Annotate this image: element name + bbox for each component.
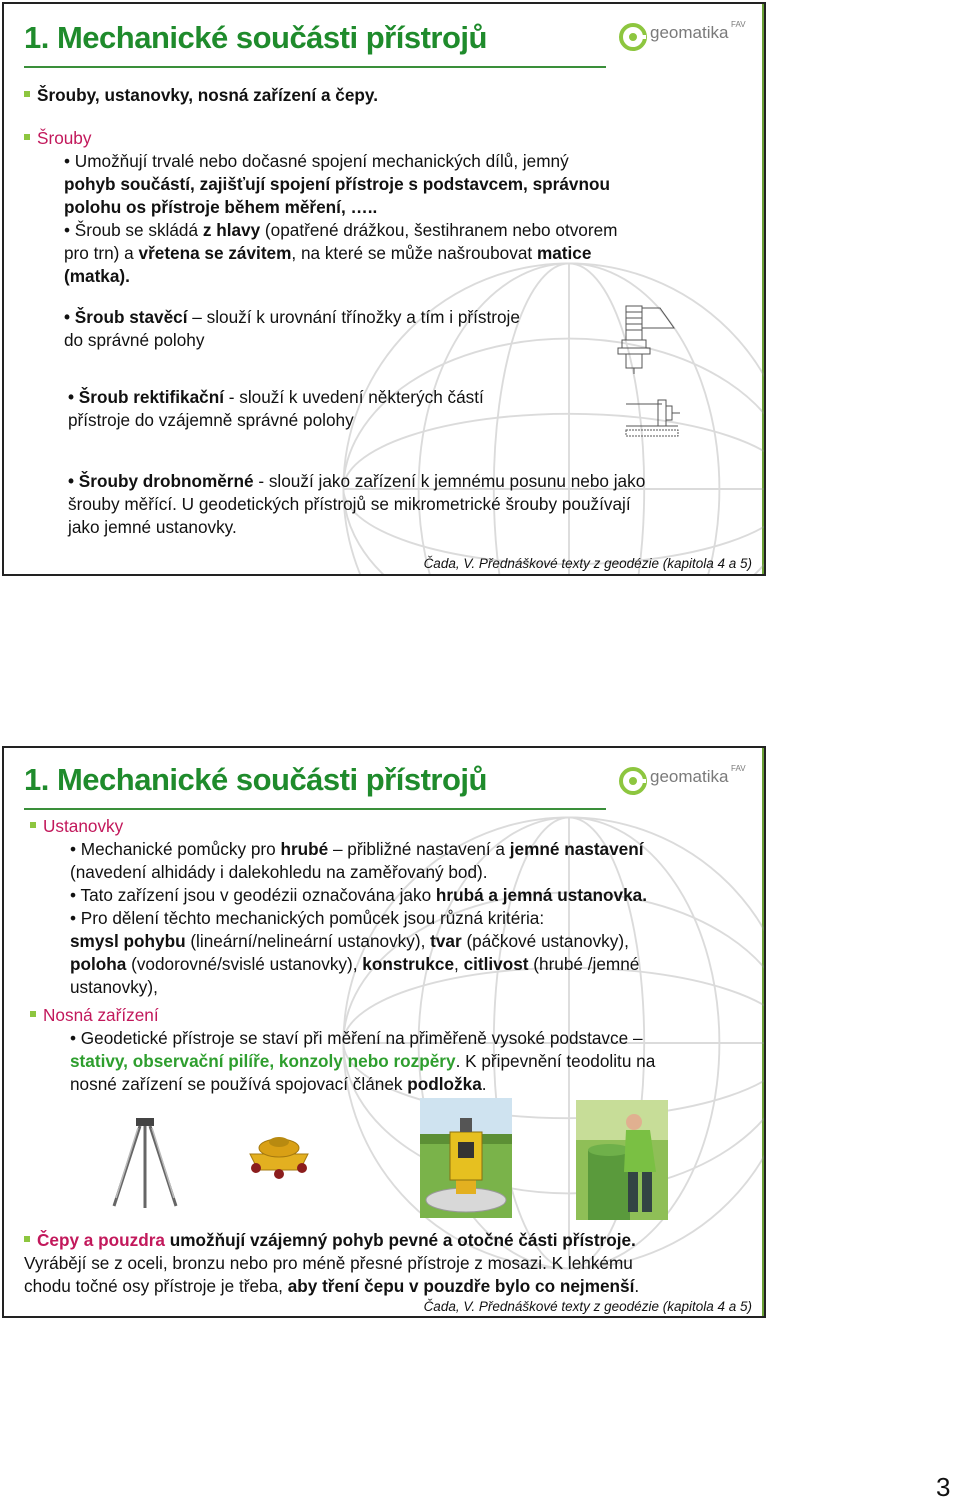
tripod-illustration: [108, 1116, 182, 1210]
srouby-drobnomerne: • Šrouby drobnoměrné - slouží jako zařízení k jemnému posunu nebo jako: [68, 471, 646, 491]
cepy-line-3: chodu točné osy přístroje je třeba, aby tření čepu v pouzdře bylo co nejmenší.: [24, 1276, 640, 1296]
bullet-square-icon: [24, 1236, 30, 1242]
srouby-bullet-2-line2: pro trn) a vřetena se závitem, na které se může našroubovat matice: [64, 243, 592, 263]
cepy-line-1: Čepy a pouzdra umožňují vzájemný pohyb pevné a otočné části přístroje.: [24, 1229, 636, 1252]
citation: Čada, V. Přednáškové texty z geodézie (kapitola 4 a 5): [423, 1299, 752, 1314]
total-station-photo: [420, 1098, 512, 1218]
bullet-square-icon: [24, 91, 30, 97]
nosna-bullet-1: • Geodetické přístroje se staví při měření na přiměřeně vysoké podstavce –: [70, 1028, 643, 1048]
cepy-line-2: Vyrábějí se z oceli, bronzu nebo pro méně přesné přístroje z mosazi. K lehkému: [24, 1253, 633, 1273]
intro-line: Šrouby, ustanovky, nosná zařízení a čepy.: [24, 84, 378, 107]
srouby-bullet-2: • Šroub se skládá z hlavy (opatřené drážkou, šestihranem nebo otvorem: [64, 220, 618, 240]
srouby-bullet-1-line3: polohu os přístroje během měření, …..: [64, 197, 378, 217]
srouby-bullet-2-line3: (matka).: [64, 266, 130, 286]
logo-text: geomatika: [650, 767, 729, 786]
slide-1: [2, 2, 766, 576]
nosna-zarizeni-heading: Nosná zařízení: [30, 1004, 159, 1027]
logo-fav: FAV: [731, 20, 746, 29]
geomatika-logo-icon: [618, 22, 648, 52]
geomatika-logo: [618, 20, 752, 54]
bullet-square-icon: [24, 134, 30, 140]
title-underline: [24, 66, 606, 68]
globe-watermark-icon: [334, 254, 766, 576]
ust-bullet-1-line2: (navedení alhidády i dalekohledu na zaměřovaný bod).: [70, 862, 488, 882]
slide-title: 1. Mechanické součásti přístrojů: [24, 20, 487, 55]
nosna-bullet-1-line3: nosné zařízení se používá spojovací článek podložka.: [70, 1074, 487, 1094]
citation: Čada, V. Přednáškové texty z geodézie (kapitola 4 a 5): [423, 556, 752, 571]
geomatika-logo-icon: [618, 766, 648, 796]
ust-criteria-2: poloha (vodorovné/svislé ustanovky), konstrukce, citlivost (hrubé /jemné: [70, 954, 640, 974]
sroub-stavеci: • Šroub stavěcí – slouží k urovnání třínožky a tím i přístroje: [64, 307, 520, 327]
geomatika-logo: [618, 764, 752, 798]
srouby-drobnomerne-line2: šrouby měřící. U geodetických přístrojů se mikrometrické šrouby používají: [68, 494, 631, 514]
title-underline: [24, 808, 606, 810]
slide-2: [2, 746, 766, 1318]
logo-fav: FAV: [731, 764, 746, 773]
bullet-square-icon: [30, 822, 36, 828]
ust-bullet-3: • Pro dělení těchto mechanických pomůcek jsou různá kritéria:: [70, 908, 545, 928]
observation-pillar-photo: [576, 1100, 668, 1220]
ust-bullet-1: • Mechanické pomůcky pro hrubé – přibližné nastavení a jemné nastavení: [70, 839, 644, 859]
logo-text: geomatika: [650, 23, 729, 42]
ustanovky-heading: Ustanovky: [30, 815, 123, 838]
page-number: 3: [936, 1472, 951, 1502]
bullet-square-icon: [30, 1011, 36, 1017]
adjusting-screw-illustration: [622, 396, 682, 440]
srouby-drobnomerne-line3: jako jemné ustanovky.: [68, 517, 237, 537]
srouby-bullet-1-line2: pohyb součástí, zajišťují spojení přístroje s podstavcem, správnou: [64, 174, 610, 194]
srouby-heading: Šrouby: [24, 127, 91, 150]
ust-bullet-2: • Tato zařízení jsou v geodézii označována jako hrubá a jemná ustanovka.: [70, 885, 647, 905]
nosna-bullet-1-line2: stativy, observační pilíře, konzoly nebo rozpěry. K připevnění teodolitu na: [70, 1051, 656, 1071]
sroub-rektifikacni-line2: přístroje do vzájemně správné polohy: [68, 410, 354, 430]
sroub-rektifikacni: • Šroub rektifikační - slouží k uvedení některých částí: [68, 387, 484, 407]
slide-title: 1. Mechanické součásti přístrojů: [24, 762, 487, 797]
leveling-screw-illustration: [616, 302, 680, 374]
sroub-stavеci-line2: do správné polohy: [64, 330, 205, 350]
tribrach-illustration: [244, 1124, 314, 1180]
ust-criteria-1: smysl pohybu (lineární/nelineární ustanovky), tvar (páčkové ustanovky),: [70, 931, 629, 951]
ust-criteria-3: ustanovky),: [70, 977, 158, 997]
srouby-bullet-1: • Umožňují trvalé nebo dočasné spojení mechanických dílů, jemný: [64, 151, 569, 171]
